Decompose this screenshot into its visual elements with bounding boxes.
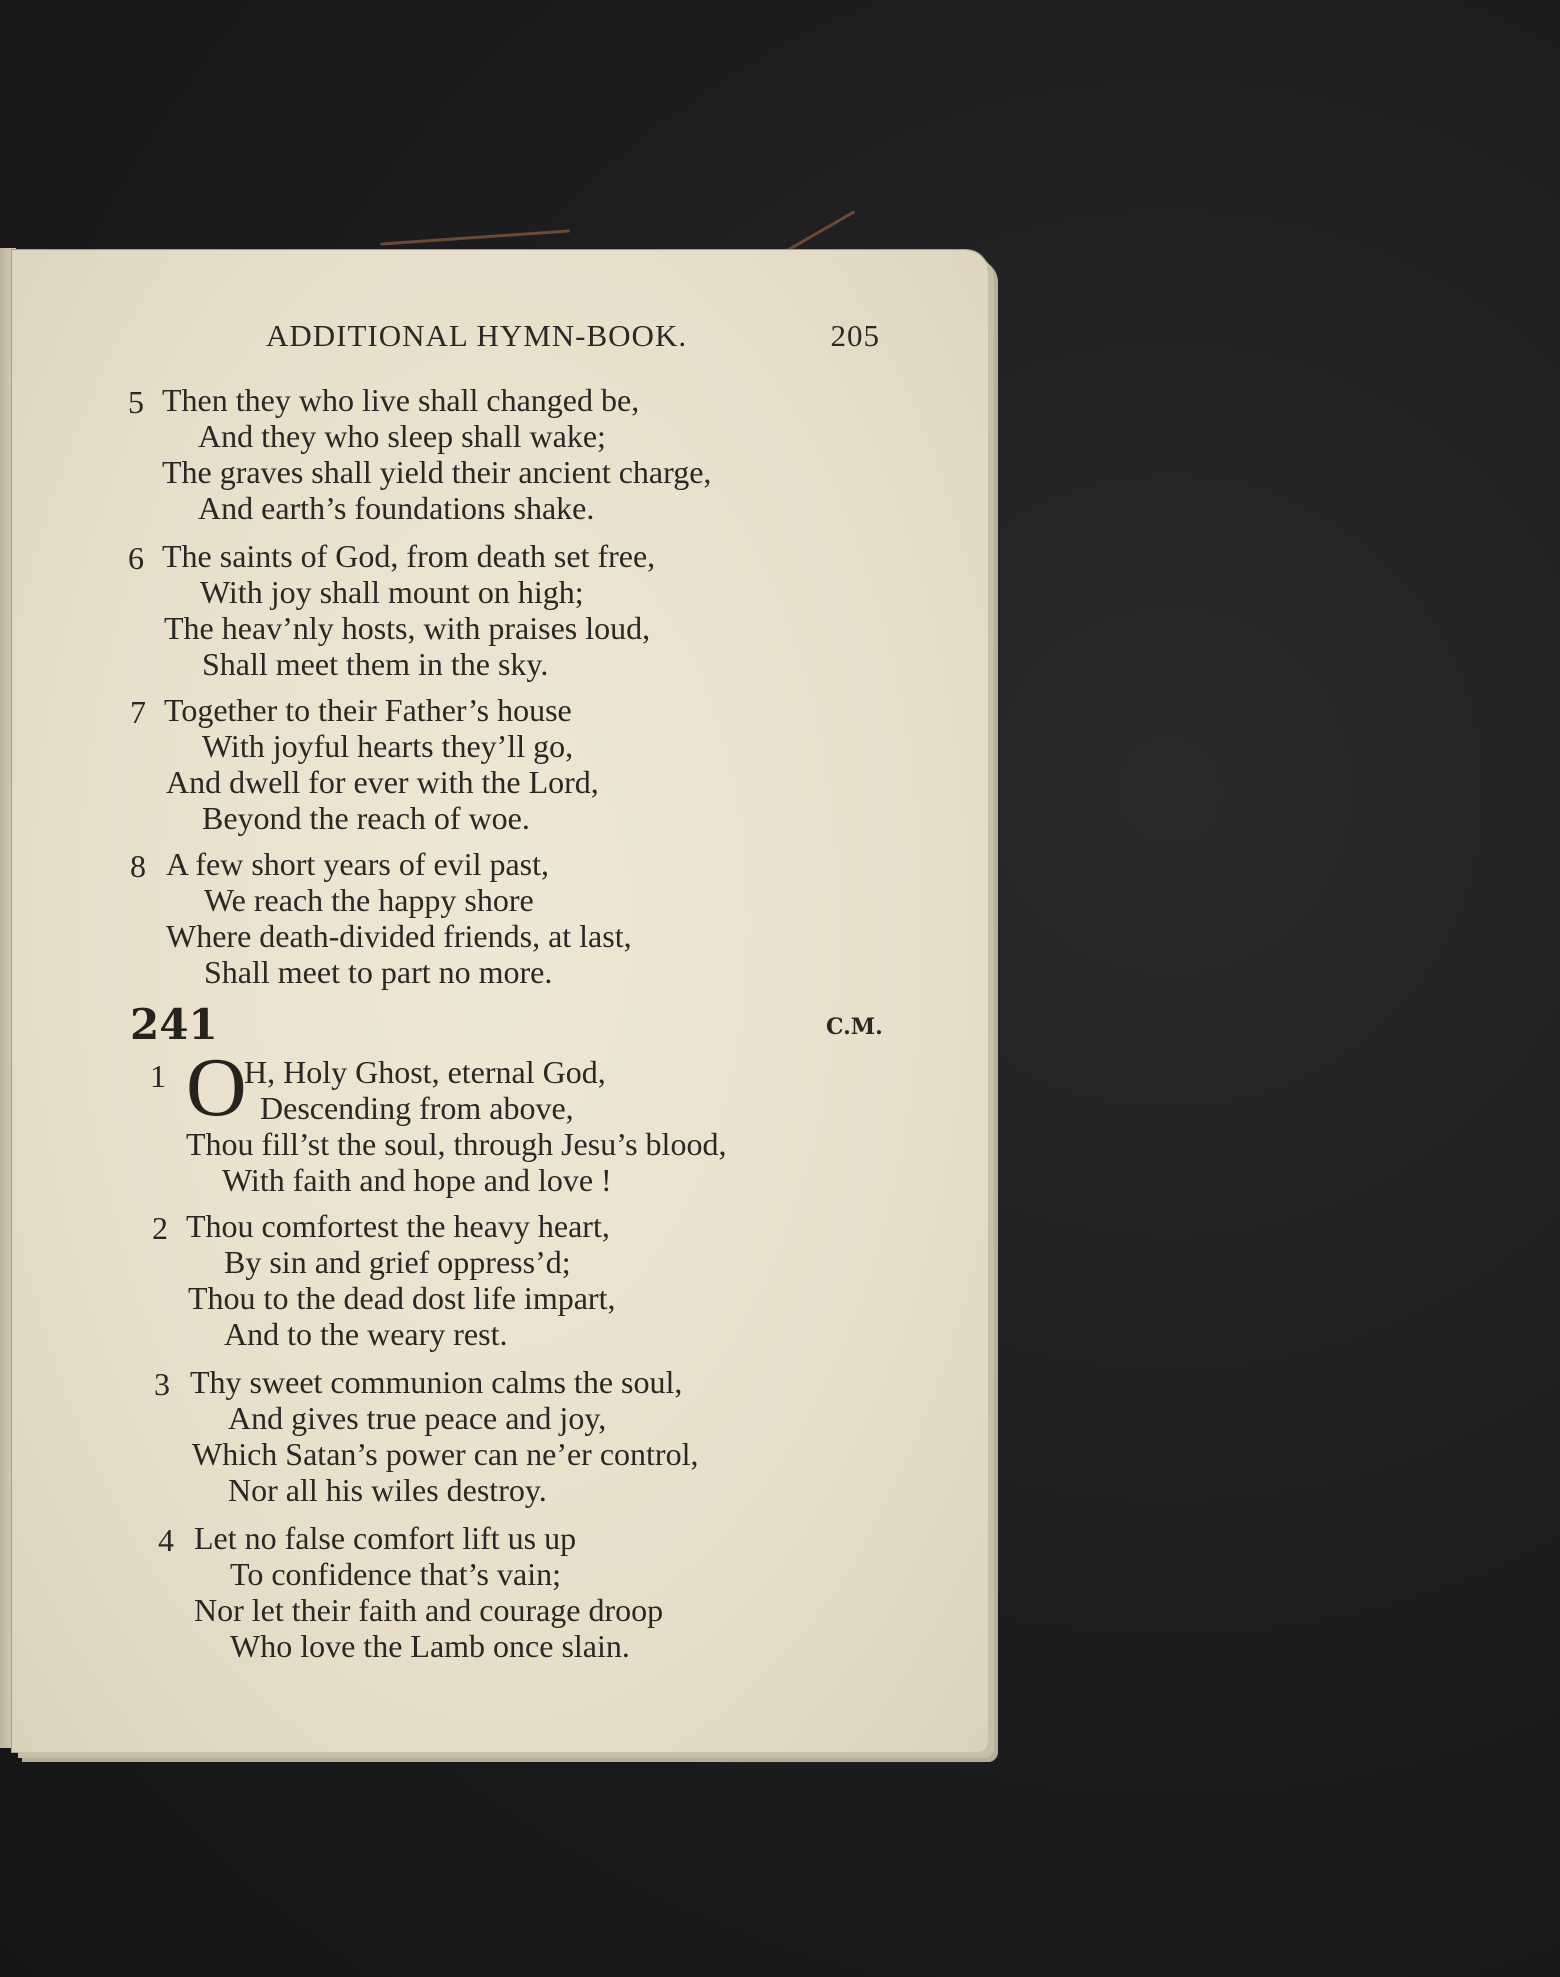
- stanza-line: Let no false comfort lift us up: [194, 1520, 577, 1556]
- stanza-line: Who love the Lamb once slain.: [230, 1628, 630, 1664]
- stanza-line: By sin and grief oppress’d;: [224, 1244, 571, 1280]
- stanza-number: 1: [150, 1058, 166, 1094]
- stanza-line: Thou fill’st the soul, through Jesu’s blood,: [186, 1126, 727, 1162]
- stanza-line: Shall meet to part no more.: [204, 954, 553, 990]
- stanza-number: 3: [154, 1366, 170, 1402]
- stanza-line: A few short years of evil past,: [166, 846, 550, 882]
- stanza-line: With joy shall mount on high;: [200, 574, 584, 610]
- stanza-line: And gives true peace and joy,: [228, 1400, 607, 1436]
- stanza-number: 2: [152, 1210, 168, 1246]
- stanza-line: Nor all his wiles destroy.: [228, 1472, 547, 1508]
- stanza-line: Nor let their faith and courage droop: [194, 1592, 664, 1628]
- stanza-line: Then they who live shall changed be,: [162, 382, 640, 418]
- stanza-number: 5: [128, 384, 144, 420]
- drop-cap: O: [186, 1041, 247, 1134]
- stanza-number: 6: [128, 540, 144, 576]
- stanza-line: Together to their Father’s house: [164, 692, 572, 728]
- stanza-line: The heav’nly hosts, with praises loud,: [164, 610, 651, 646]
- stanza-number: 7: [130, 694, 146, 730]
- stanza-line: Which Satan’s power can ne’er control,: [192, 1436, 699, 1472]
- stanza-line: Where death-divided friends, at last,: [166, 918, 632, 954]
- page-number: 205: [830, 318, 880, 353]
- stanza-line: The saints of God, from death set free,: [162, 538, 656, 574]
- stanza-line: Beyond the reach of woe.: [202, 800, 530, 836]
- running-title: ADDITIONAL HYMN-BOOK.: [266, 318, 688, 353]
- stanza-line: We reach the happy shore: [204, 882, 534, 918]
- stanza-line: Descending from above,: [260, 1090, 574, 1126]
- stanza-line: With faith and hope and love !: [222, 1162, 612, 1198]
- stanza-line: And earth’s foundations shake.: [198, 490, 595, 526]
- hymn-meter: C.M.: [826, 1014, 883, 1040]
- stanza-line: To confidence that’s vain;: [230, 1556, 561, 1592]
- stanza-line: Thou comfortest the heavy heart,: [186, 1208, 610, 1244]
- hymn-number: 241: [130, 1000, 218, 1049]
- stanza-line: And they who sleep shall wake;: [198, 418, 606, 454]
- stanza-line: With joyful hearts they’ll go,: [202, 728, 574, 764]
- stanza-line: Thou to the dead dost life impart,: [188, 1280, 616, 1316]
- running-head: [266, 318, 886, 362]
- stanza-line: Thy sweet communion calms the soul,: [190, 1364, 683, 1400]
- stanza-number: 8: [130, 848, 146, 884]
- stanza-line: And dwell for ever with the Lord,: [166, 764, 599, 800]
- stanza-number: 4: [158, 1522, 174, 1558]
- stanza-line: Shall meet them in the sky.: [202, 646, 549, 682]
- stanza-line: H, Holy Ghost, eternal God,: [244, 1054, 606, 1090]
- stanza-line: And to the weary rest.: [224, 1316, 508, 1352]
- stanza-line: The graves shall yield their ancient charge,: [162, 454, 712, 490]
